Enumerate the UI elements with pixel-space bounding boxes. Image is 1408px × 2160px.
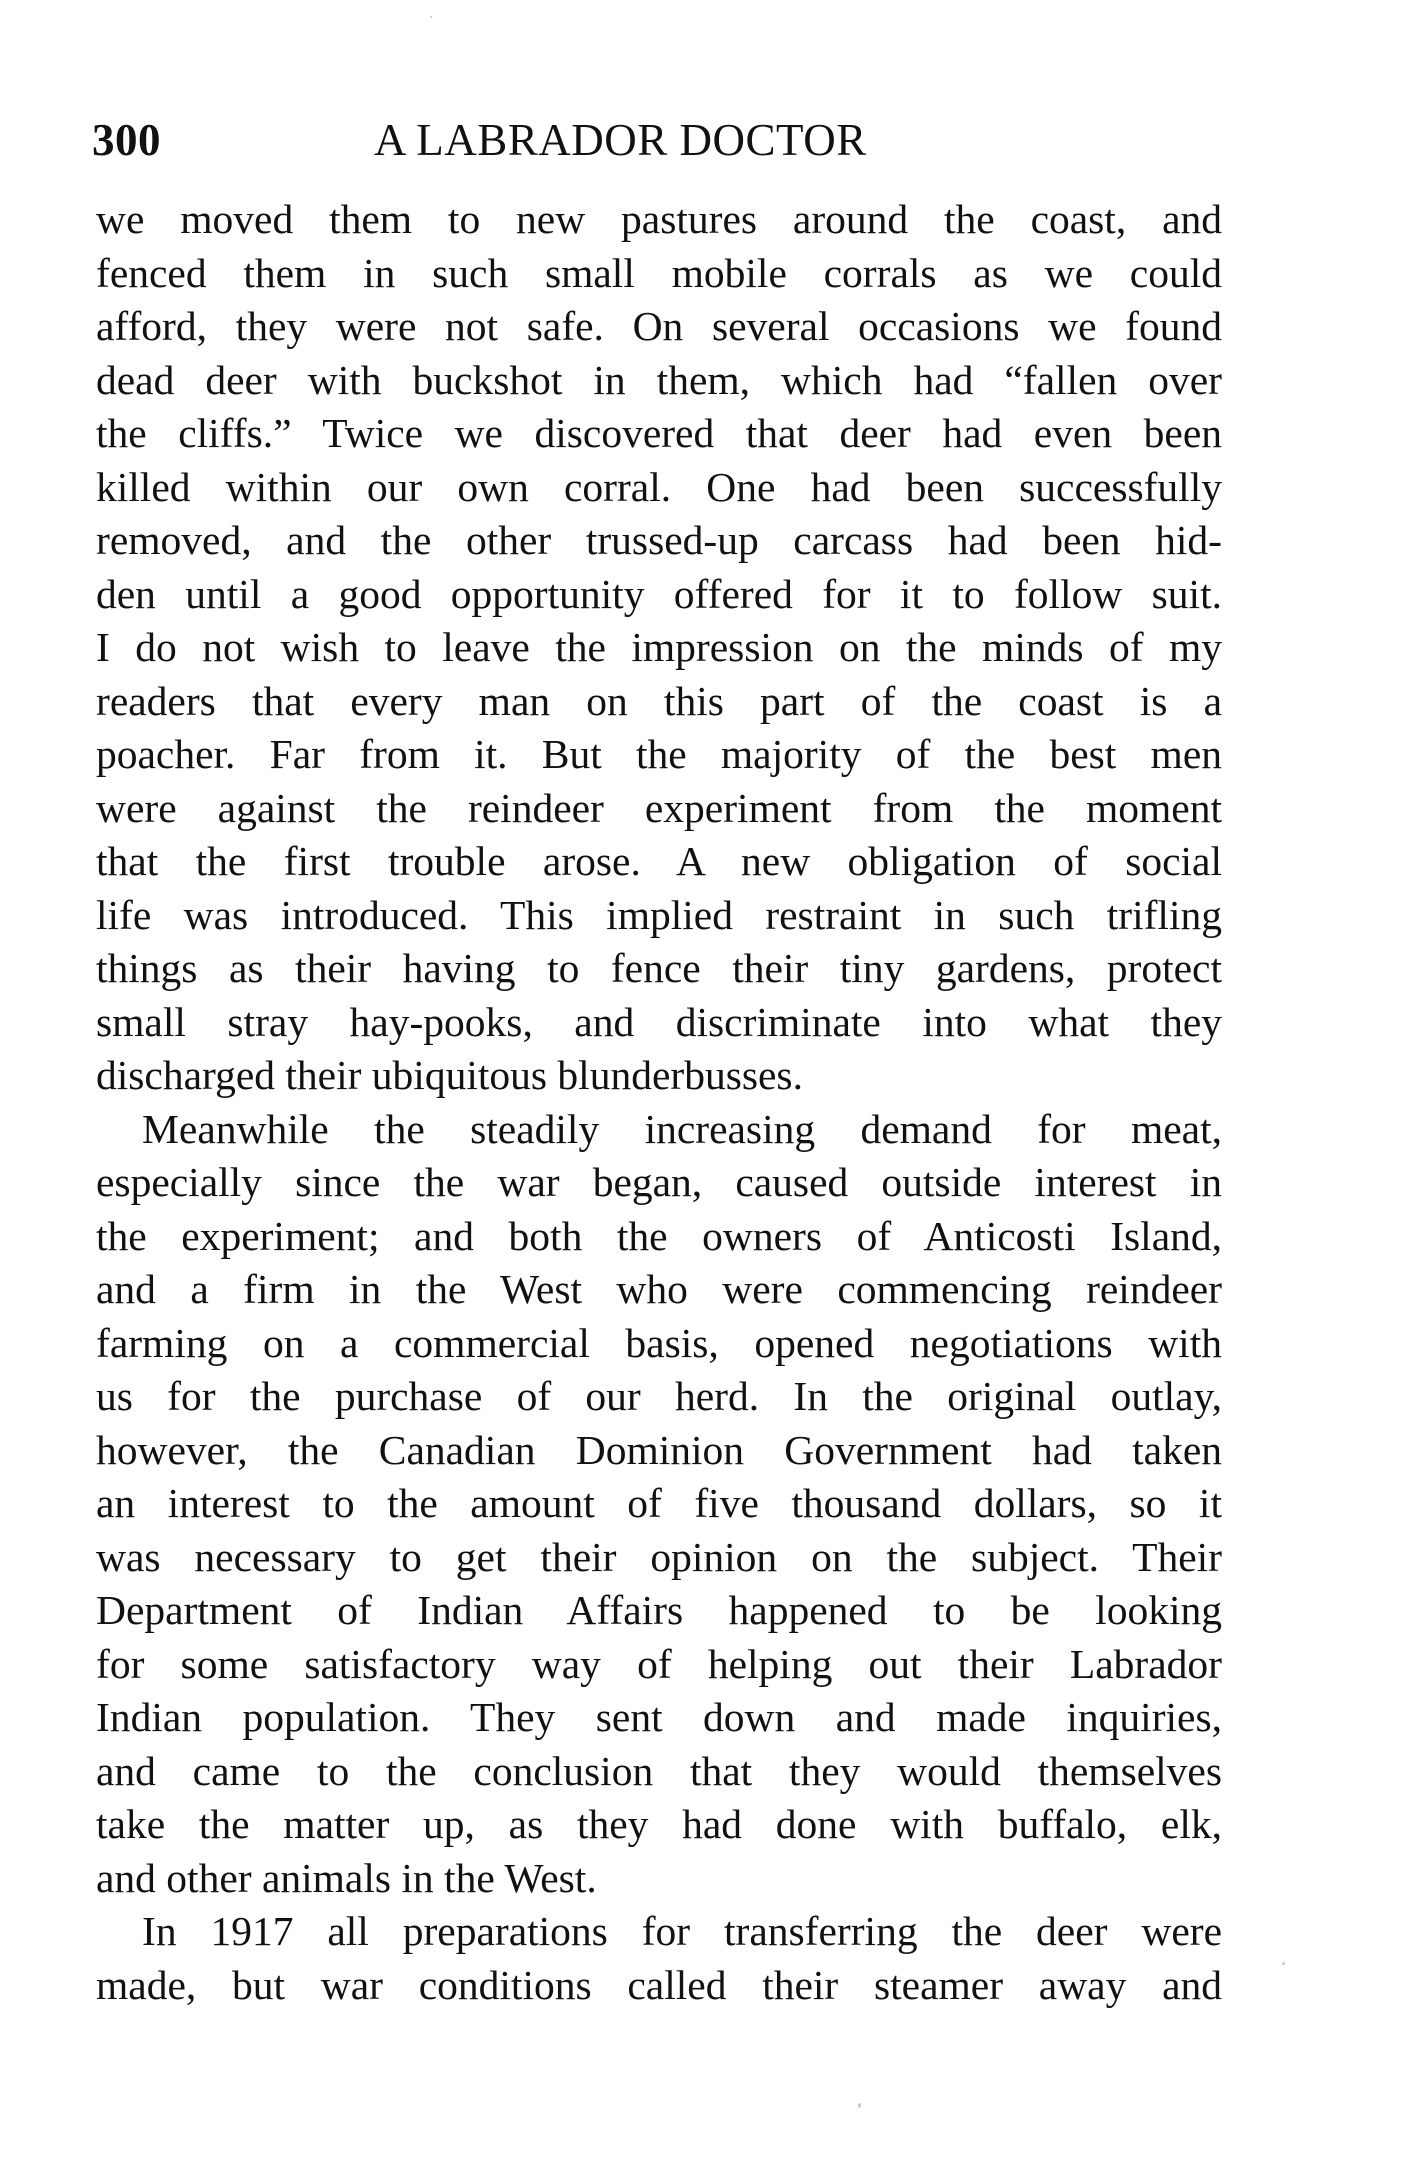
page-header bbox=[92, 108, 1222, 172]
text-line: take the matter up, as they had done with buffalo, elk, bbox=[96, 1801, 1222, 1847]
text-line: discharged their ubiquitous blunderbusses. bbox=[96, 1052, 803, 1098]
text-line: small stray hay-pooks, and discriminate into what they bbox=[96, 998, 1222, 1045]
body-text bbox=[96, 193, 1222, 2012]
text-line: fenced them in such small mobile corrals as we could bbox=[96, 249, 1222, 296]
text-line: In 1917 all preparations for transferring the deer were bbox=[142, 1908, 1222, 1954]
text-line: den until a good opportunity offered for it to follow suit. bbox=[96, 570, 1222, 617]
text-line: Indian population. They sent down and made inquiries, bbox=[96, 1694, 1222, 1740]
text-line: made, but war conditions called their steamer away and bbox=[96, 1961, 1222, 2008]
text-line: the experiment; and both the owners of Anticosti Island, bbox=[96, 1212, 1222, 1259]
text-line: readers that every man on this part of the coast is a bbox=[96, 677, 1222, 724]
text-line: that the first trouble arose. A new obligation of social bbox=[96, 838, 1222, 884]
text-line: however, the Canadian Dominion Government had taken bbox=[96, 1426, 1222, 1473]
paper-speck bbox=[1282, 1962, 1285, 1965]
text-line: I do not wish to leave the impression on the minds of my bbox=[96, 624, 1222, 670]
text-line: we moved them to new pastures around the coast, and bbox=[96, 196, 1222, 242]
text-line: especially since the war began, caused outside interest in bbox=[96, 1159, 1222, 1205]
text-line: were against the reindeer experiment from the moment bbox=[96, 784, 1222, 831]
text-line: us for the purchase of our herd. In the original outlay, bbox=[96, 1373, 1222, 1419]
text-line: the cliffs.” Twice we discovered that deer had even been bbox=[96, 410, 1222, 456]
text-line: life was introduced. This implied restraint in such trifling bbox=[96, 891, 1222, 938]
text-line: afford, they were not safe. On several occasions we found bbox=[96, 303, 1222, 349]
text-line: things as their having to fence their tiny gardens, protect bbox=[96, 945, 1222, 991]
text-line: and other animals in the West. bbox=[96, 1854, 597, 1901]
paper-speck bbox=[858, 2103, 861, 2108]
text-line: and came to the conclusion that they would themselves bbox=[96, 1747, 1222, 1794]
text-line: Meanwhile the steadily increasing demand for meat, bbox=[142, 1105, 1222, 1152]
text-line: was necessary to get their opinion on the subject. Their bbox=[96, 1533, 1222, 1580]
text-line: poacher. Far from it. But the majority of the best men bbox=[96, 731, 1222, 777]
text-line: killed within our own corral. One had been successfully bbox=[96, 463, 1222, 510]
paper-speck bbox=[430, 16, 432, 18]
text-line: removed, and the other trussed-up carcass had been hid- bbox=[96, 517, 1222, 563]
text-line: Department of Indian Affairs happened to be looking bbox=[96, 1587, 1222, 1633]
text-line: an interest to the amount of five thousand dollars, so it bbox=[96, 1480, 1222, 1526]
text-line: for some satisfactory way of helping out their Labrador bbox=[96, 1640, 1222, 1687]
text-line: farming on a commercial basis, opened negotiations with bbox=[96, 1319, 1222, 1366]
text-line: dead deer with buckshot in them, which had “fallen over bbox=[96, 356, 1222, 403]
running-title: A LABRADOR DOCTOR bbox=[374, 115, 867, 165]
page-number: 300 bbox=[92, 115, 161, 165]
text-line: and a firm in the West who were commencing reindeer bbox=[96, 1266, 1222, 1312]
